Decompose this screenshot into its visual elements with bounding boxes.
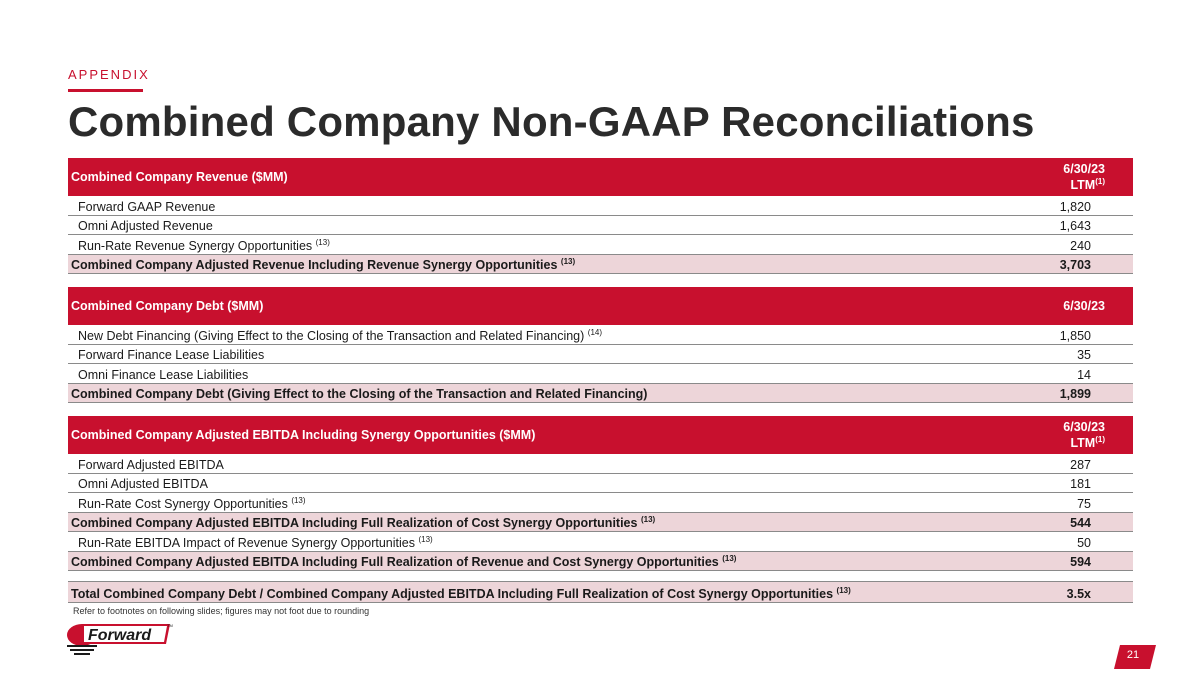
table-row: Run-Rate EBITDA Impact of Revenue Synergy Opportunities $^{(13)}$ 50: [68, 532, 1133, 552]
svg-text:TM: TM: [167, 623, 173, 628]
ebitda-table-header: [68, 416, 1133, 454]
table-row: Run-Rate Revenue Synergy Opportunities $^{(13)}$ 240: [68, 235, 1133, 255]
section-underline: [68, 89, 143, 92]
table-row: Omni Adjusted Revenue 1,643: [68, 216, 1133, 236]
table-row: Omni Adjusted EBITDA 181: [68, 474, 1133, 494]
debt-total-row: Combined Company Debt (Giving Effect to the Closing of the Transaction and Related Financing) 1,899: [68, 384, 1133, 404]
leverage-table: [68, 581, 1133, 603]
page-number: 21: [1126, 649, 1140, 661]
table-row: Forward Adjusted EBITDA 287: [68, 454, 1133, 474]
ebitda-table-title: Combined Company Adjusted EBITDA Including Synergy Opportunities ($MM): [71, 428, 536, 442]
debt-column-header: 6/30/23: [1063, 299, 1105, 313]
table-row: Omni Finance Lease Liabilities 14: [68, 364, 1133, 384]
ebitda-table: [68, 416, 1133, 571]
table-row: New Debt Financing (Giving Effect to the Closing of the Transaction and Related Financing) $^{(14)}$ 1,850: [68, 325, 1133, 345]
footnote: Refer to footnotes on following slides; figures may not foot due to rounding: [73, 606, 370, 616]
ebitda-total-row: Combined Company Adjusted EBITDA Including Full Realization of Revenue and Cost Synergy Opportunities $^{(13)}$ 594: [68, 552, 1133, 572]
section-label: APPENDIX: [68, 67, 150, 82]
revenue-table: [68, 158, 1133, 274]
page-title: Combined Company Non-GAAP Reconciliations: [68, 98, 1035, 145]
table-row: Forward Finance Lease Liabilities 35: [68, 345, 1133, 365]
svg-text:Forward: Forward: [88, 627, 152, 644]
table-row: Forward GAAP Revenue 1,820: [68, 196, 1133, 216]
revenue-table-title: Combined Company Revenue ($MM): [71, 170, 288, 184]
debt-table-title: Combined Company Debt ($MM): [71, 299, 264, 313]
revenue-total-row: Combined Company Adjusted Revenue Including Revenue Synergy Opportunities $^{(13)}$ 3,703: [68, 255, 1133, 275]
ebitda-column-header: 6/30/23 LTM$^{(1)}$: [1063, 420, 1105, 450]
ebitda-subtotal-row: Combined Company Adjusted EBITDA Including Full Realization of Cost Synergy Opportunities $^{(13)}$ 544: [68, 513, 1133, 533]
leverage-row: Total Combined Company Debt / Combined Company Adjusted EBITDA Including Full Realization of Cost Synergy Opportunities $^{(13)}$ 3.5x: [68, 582, 1133, 603]
revenue-column-header: 6/30/23 LTM$^{(1)}$: [1063, 162, 1105, 192]
forward-logo: [66, 620, 176, 658]
revenue-table-header: [68, 158, 1133, 196]
table-row: Run-Rate Cost Synergy Opportunities $^{(13)}$ 75: [68, 493, 1133, 513]
debt-table-header: [68, 287, 1133, 325]
debt-table: [68, 287, 1133, 403]
